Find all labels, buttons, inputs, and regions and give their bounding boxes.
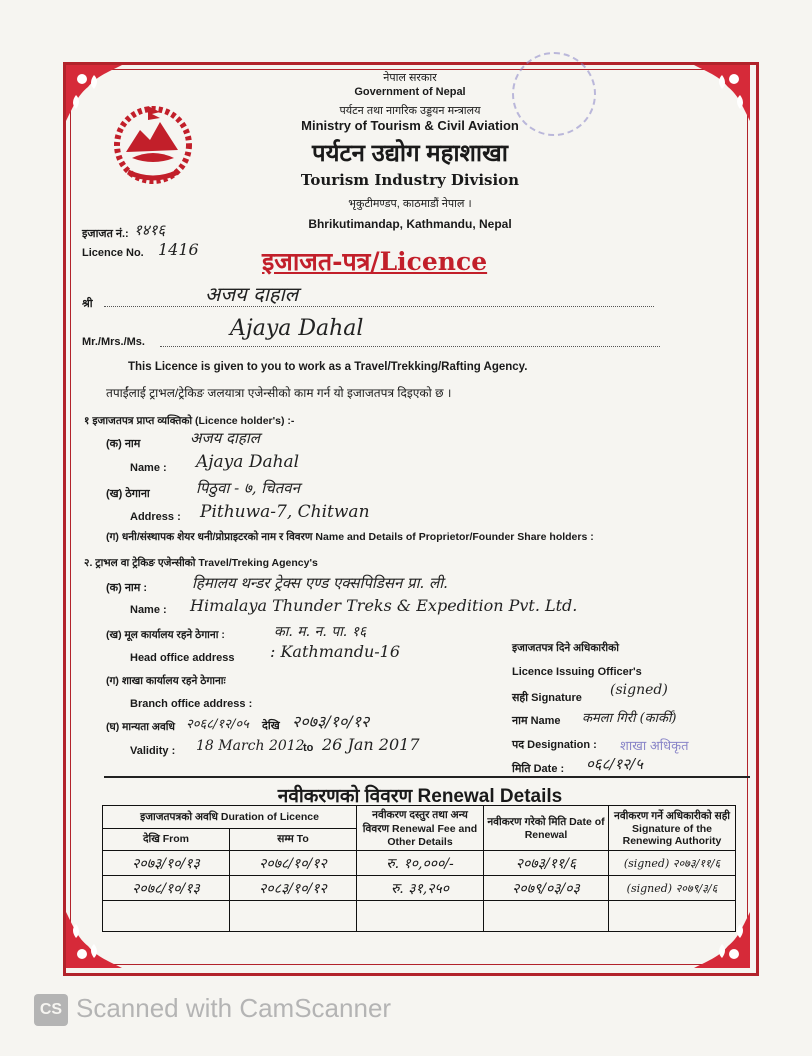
duration-header: इजाजतपत्रको अवधि Duration of Licence	[103, 806, 357, 829]
branch-office-np-label: (ग) शाखा कार्यालय रहने ठेगानाः	[106, 675, 226, 687]
gov-name-np: नेपाल सरकार	[383, 72, 437, 84]
cell-fee	[357, 901, 484, 932]
signature-value: (signed)	[610, 682, 668, 698]
mr-label: Mr./Mrs./Ms.	[82, 336, 145, 348]
cell-to	[230, 901, 357, 932]
designation-stamp: शाखा अधिकृत	[620, 738, 689, 753]
ministry-name-en: Ministry of Tourism & Civil Aviation	[301, 118, 519, 133]
date-header: नवीकरण गरेको मिति Date of Renewal	[484, 806, 609, 851]
page-title: इजाजत-पत्र/Licence	[262, 247, 488, 276]
cell-signature	[609, 901, 736, 932]
shri-label: श्री	[82, 298, 93, 310]
ministry-name-np: पर्यटन तथा नागरिक उड्डयन मन्त्रालय	[339, 105, 481, 117]
validity-en-to: 26 Jan 2017	[322, 735, 420, 754]
camscanner-watermark	[34, 993, 391, 1026]
cell-date: २०७३/११/६	[484, 851, 609, 876]
table-row	[103, 876, 736, 901]
cell-fee: रु. १०,०००/-	[357, 851, 484, 876]
camscanner-logo-icon: CS	[34, 994, 68, 1026]
head-office-np-label: (ख) मूल कार्यालय रहने ठेगाना :	[106, 629, 225, 641]
head-office-en-value: : Kathmandu-16	[270, 642, 401, 661]
cell-from: २०७८/१०/१३	[103, 876, 230, 901]
validity-en-mid: to	[303, 742, 314, 754]
designation-label: पद Designation :	[512, 739, 597, 751]
licence-no-label-en: Licence No.	[82, 247, 144, 259]
section1-heading: १ इजाजतपत्र प्राप्त व्यक्तिको (Licence holder's) :-	[84, 415, 295, 427]
officer-heading-np: इजाजतपत्र दिने अधिकारीको	[512, 642, 619, 654]
statement-en: This Licence is given to you to work as a Travel/Trekking/Rafting Agency.	[128, 361, 528, 373]
agency-name-en-label: Name :	[130, 604, 167, 616]
table-row	[103, 851, 736, 876]
cell-to: २०८३/१०/१२	[230, 876, 357, 901]
cell-to: २०७८/१०/१२	[230, 851, 357, 876]
holder-name-en-value: Ajaya Dahal	[196, 452, 300, 472]
section2-heading: २. ट्राभल वा ट्रेकिङ एजेन्सीको Travel/Treking Agency's	[84, 557, 318, 569]
officer-heading-en: Licence Issuing Officer's	[512, 666, 642, 678]
date-label: मिति Date :	[512, 763, 565, 775]
address-np: भृकुटीमण्डप, काठमाडौं नेपाल ।	[348, 198, 472, 210]
fee-header: नवीकरण दस्तुर तथा अन्य विवरण Renewal Fee and Other Details	[357, 806, 484, 851]
licence-no-label-np: इजाजत नं.:	[82, 228, 129, 240]
section-divider	[104, 776, 750, 778]
renewal-title: नवीकरणको विवरण Renewal Details	[277, 786, 563, 807]
dotted-line	[104, 306, 654, 307]
table-row	[103, 901, 736, 932]
head-office-en-label: Head office address	[130, 652, 235, 664]
branch-office-en-label: Branch office address :	[130, 698, 253, 710]
gov-name-en: Government of Nepal	[354, 86, 466, 98]
cell-from: २०७३/१०/१३	[103, 851, 230, 876]
holder-name-np: अजय दाहाल	[205, 282, 299, 306]
proprietor-label: (ग) धनी/संस्थापक शेयर धनी/प्रोप्राइटरको नाम र विवरण Name and Details of Proprietor/Founder Share holders :	[106, 531, 594, 543]
validity-np-mid: देखि	[262, 720, 280, 732]
validity-np-to: २०७३/१०/१२	[292, 712, 370, 731]
division-name-np: पर्यटन उद्योग महाशाखा	[312, 140, 508, 167]
dotted-line	[160, 346, 660, 347]
officer-name-value: कमला गिरी (कार्की)	[582, 711, 677, 726]
licence-no-value-en: 1416	[158, 240, 199, 259]
agency-name-np-value: हिमालय थन्डर ट्रेक्स एण्ड एक्सपिडिसन प्रा. ली.	[192, 574, 448, 592]
holder-address-np-label: (ख) ठेगाना	[106, 488, 150, 500]
signature-label: सही Signature	[512, 692, 582, 704]
cell-signature: (signed) २०७३/११/६	[609, 851, 736, 876]
officer-name-label: नाम Name	[512, 715, 561, 727]
head-office-np-value: का. म. न. पा. १६	[274, 624, 367, 640]
validity-np-label: (घ) मान्यता अवधि	[106, 721, 175, 733]
to-header: सम्म To	[230, 828, 357, 851]
agency-name-np-label: (क) नाम :	[106, 582, 148, 594]
renewal-table	[102, 805, 736, 932]
from-header: देखि From	[103, 828, 230, 851]
cell-date: २०७९/०३/०३	[484, 876, 609, 901]
signature-header: नवीकरण गर्ने अधिकारीको सही Signature of the Renewing Authority	[609, 806, 736, 851]
statement-np: तपाईंलाई ट्राभल/ट्रेकिङ जलयात्रा एजेन्सीको काम गर्न यो इजाजतपत्र दिइएको छ ।	[106, 386, 452, 400]
agency-name-en-value: Himalaya Thunder Treks & Expedition Pvt. Ltd.	[190, 596, 578, 615]
address-en: Bhrikutimandap, Kathmandu, Nepal	[308, 217, 512, 231]
holder-address-en-value: Pithuwa-7, Chitwan	[200, 502, 370, 522]
cell-signature: (signed) २०७९/३/६	[609, 876, 736, 901]
validity-np-from: २०६८/१२/०५	[186, 717, 249, 732]
holder-name-en-label: Name :	[130, 462, 167, 474]
division-name-en: Tourism Industry Division	[300, 171, 520, 189]
holder-address-en-label: Address :	[130, 511, 181, 523]
corner-ornament-icon	[694, 65, 750, 121]
cell-from	[103, 901, 230, 932]
watermark-text: Scanned with CamScanner	[76, 993, 392, 1023]
holder-name-en: Ajaya Dahal	[230, 316, 364, 341]
validity-en-from: 18 March 2012	[196, 738, 305, 754]
licence-no-value-np: १४१६	[134, 221, 166, 239]
holder-name-np-value: अजय दाहाल	[190, 429, 260, 447]
date-value: ०६८/१२/५	[586, 755, 643, 773]
holder-name-np-label: (क) नाम	[106, 438, 141, 450]
cell-fee: रु. ३१,२५०	[357, 876, 484, 901]
nepal-emblem-icon	[108, 100, 198, 190]
holder-address-np-value: पिठुवा - ७, चितवन	[196, 479, 300, 497]
cell-date	[484, 901, 609, 932]
validity-en-label: Validity :	[130, 745, 176, 757]
